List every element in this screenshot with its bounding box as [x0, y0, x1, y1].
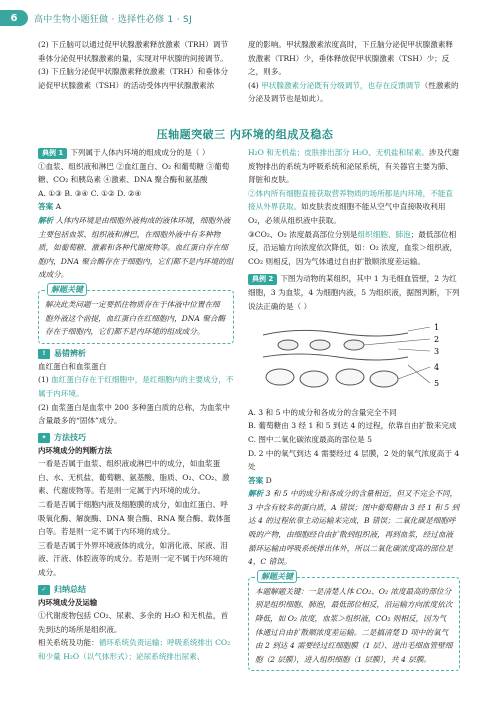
text: （性激素的分泌及调节也是如此）。 — [248, 80, 459, 104]
leader-line — [364, 339, 430, 345]
option-c: C. 图中二氧化碳浓度最高的部位是 5 — [248, 434, 372, 444]
label-2: 2 — [434, 335, 440, 345]
answer-value: A — [55, 202, 62, 212]
tissue-cell — [336, 369, 364, 385]
answer-label: 答案 — [248, 475, 264, 485]
paragraph: (2) 下丘脑可以通过促甲状腺激素释放激素（TRH）调节垂体分泌促甲状腺激素的量，实现对甲状腺的间接调节。 — [38, 40, 229, 63]
example-tag: 典例 1 — [38, 148, 67, 159]
left-main — [38, 146, 234, 664]
tissue-cell — [370, 371, 398, 387]
text: 涉及代谢废物排出的系统为呼吸系统和泌尿系统，有关器官主要为肺、肾脏和皮肤。 — [248, 148, 460, 185]
example-1-stem — [38, 146, 234, 160]
text: 相关系统及功能： — [38, 638, 99, 648]
answer-label: 答案 — [38, 202, 54, 212]
analysis-text: 人体内环境是由细胞外液构成的液体环境，细胞外液主要包括血浆、组织液和淋巴，在细胞外液中有多种物质，如葡萄糖、激素和各种代谢废物等。血红蛋白存在细胞内，DNA 聚合酶存在于细胞内，它们都不是内环境的组成成分。 — [38, 215, 234, 280]
analysis — [38, 214, 234, 282]
paragraph: ①代谢废物包括 CO₂、尿素、多余的 H₂O 和无机盐，首先到达的场所是组织液。 — [38, 611, 229, 634]
section-label: 归纳总结 — [54, 585, 86, 595]
label-5: 5 — [434, 379, 440, 389]
page-header — [0, 10, 200, 26]
paragraph: (2) 血浆蛋白是血浆中 200 多种蛋白质的总称，为血浆中含量最多的“固体”成分。 — [38, 402, 230, 426]
box-title: 解题关键 — [257, 570, 297, 583]
option-a: A. 3 和 5 中的成分和各成分的含量完全不同 — [248, 407, 397, 417]
example-1-choices: A. ①③ B. ③④ C. ①② D. ②④ — [38, 188, 142, 198]
subheading: 内环境成分的判断方法 — [38, 445, 112, 455]
paragraph: 度的影响。甲状腺激素浓度高时，下丘脑分泌促甲状腺激素释放激素（TRH）少，垂体释放促甲状腺激素（TSH）少；反之，则多。 — [248, 40, 454, 77]
box-text: 解决此类问题一定要抓住物质存在于体液中位置在细胞外液这个前提，血红蛋白在红细胞内，DNA 聚合酶存在于细胞内，它们都不是内环境的组成成分。 — [45, 299, 226, 337]
section-label: 易错辨析 — [54, 349, 86, 359]
analysis-label: 解析 — [38, 215, 54, 225]
key-point-box — [38, 284, 234, 344]
text: ③CO₂、O₂ 浓度最高部位分别是 — [248, 229, 358, 239]
book-title: 高中生物小题狂做 · 选择性必修 1 · SJ — [34, 14, 193, 25]
red-blood-cell — [278, 340, 298, 350]
example-tag: 典例 2 — [248, 274, 277, 285]
paragraph — [248, 187, 460, 228]
example-1-options: ①血浆、组织液和淋巴 ②血红蛋白、O₂ 和葡萄糖 ③葡萄糖、CO₂ 和胰岛素 ④激素、DNA 聚合酶和氨基酸 — [38, 161, 230, 185]
red-blood-cell — [344, 340, 364, 350]
analysis-text: 3 和 5 中的成分和各成分的含量相近，但又不完全不同，3 中含有较多的蛋白质，A 错误；图中葡萄糖由 3 经 1 和 5 到达 4 的过程依靠主动运输来完成，B 错误；二氧化碳是细胞呼吸的产物，由细胞经自由扩散到组织液，再到血浆，经过血液循环运输由呼吸系统排出体外，所以二氧化碳浓度高的部位是 4，C 错误。 — [248, 489, 460, 567]
highlight-text: H₂O 和无机盐；皮肤排出部分 H₂O、无机盐和尿素。 — [248, 148, 429, 157]
label-3: 3 — [434, 347, 440, 357]
leader-line — [408, 327, 430, 331]
text: ；最低部位相反，沿运输方向浓度依次降低，如：O₂ 浓度，血浆＞组织液，CO₂ 则相反，因为气体通过自由扩散顺浓度差运输。 — [248, 229, 458, 266]
highlight-text: 组织细胞、肺泡 — [357, 229, 411, 239]
paragraph — [248, 79, 460, 106]
key-point-box — [248, 571, 460, 672]
option-b: B. 葡萄糖由 3 经 1 和 5 到达 4 的过程，依靠自由扩散来完成 — [248, 421, 457, 431]
leader-line — [398, 349, 430, 351]
answer-line — [38, 200, 234, 214]
question-text: 下列属于人体内环境的组成成分的是（ ） — [70, 148, 210, 157]
right-main — [248, 146, 460, 675]
paragraph — [248, 228, 460, 269]
subheading: 血红蛋白和血浆蛋白 — [38, 361, 107, 371]
highlight-text: 血红蛋白存在于红细胞中，是红细胞内的主要成分，不属于内环境。 — [38, 375, 234, 398]
subheading: 内环境成分及运输 — [38, 597, 98, 607]
lightbulb-icon: ✦ — [38, 433, 50, 443]
red-blood-cell — [310, 340, 330, 350]
answer-value: D — [265, 475, 272, 485]
item-number: (4) — [248, 80, 262, 90]
text: 如皮肤表皮细胞不能从空气中直接吸收利用 O₂，必须从组织液中获取。 — [248, 202, 446, 225]
label-4: 4 — [434, 363, 440, 373]
method-item: 二看是否属于细胞内液及细胞膜的成分，如血红蛋白、呼吸氧化酶、解旋酶、DNA 聚合酶、RNA 聚合酶、载体蛋白等。若是则一定不属于内环境的成分。 — [38, 500, 231, 537]
method-item: 三看是否属于外界环境液体的成分，如消化液、尿液、泪液、汗液、体腔液等的成分。若是则一定不属于内环境的成分。 — [38, 540, 228, 578]
warning-icon: ! — [38, 349, 50, 359]
method-item: 一看是否属于血浆、组织液或淋巴中的成分，如血浆蛋白、水、无机盐、葡萄糖、氨基酸、脂质、O₂、CO₂、激素、代谢废物等。若是则一定属于内环境的成分。 — [38, 459, 230, 496]
tissue-cell — [266, 369, 294, 385]
highlight-text: ②体内所有细胞直接获取营养物质的场所都是内环境，不能直接从外界获取。 — [248, 188, 454, 212]
highlight-text: 甲状腺激素分泌既有分级调节，也存在反馈调节 — [261, 80, 421, 90]
tissue-cell — [300, 371, 328, 387]
section-label: 方法技巧 — [54, 433, 86, 443]
capillary-wall-bottom — [263, 354, 408, 360]
answer-line — [248, 474, 460, 488]
section-title: 压轴题突破三 内环境的组成及稳态 — [156, 128, 334, 141]
method-section-header — [38, 432, 234, 444]
paragraph — [38, 636, 234, 663]
paragraph — [248, 146, 460, 187]
analysis — [248, 487, 460, 569]
left-top-text — [38, 38, 234, 92]
paragraph: (3) 下丘脑分泌促甲状腺激素释放激素（TRH）和垂体分泌促甲状腺激素（TSH）的活动受体内甲状腺激素浓 — [38, 67, 229, 90]
right-top-text — [248, 38, 460, 106]
capillary-wall-top — [263, 331, 408, 337]
box-title: 解题关键 — [47, 283, 87, 296]
example-2-stem — [248, 272, 460, 313]
error-section-header — [38, 348, 234, 360]
item-number: (1) — [38, 375, 52, 385]
option-d: D. 2 中的氧气到达 4 需要经过 4 层膜，2 处的氧气浓度高于 4 处 — [248, 448, 460, 472]
highlight-text: 循环系统负责运输；呼吸系统排出 CO₂ 和少量 H₂O（以气体形式）；泌尿系统排出尿素、 — [38, 638, 231, 661]
leader-line — [398, 367, 430, 379]
summary-section-header — [38, 584, 234, 596]
paragraph — [38, 373, 234, 400]
page-number: 6 — [0, 10, 28, 26]
tissue-diagram — [258, 317, 448, 397]
box-text: 本题解题关键：一是清楚人体 CO₂、O₂ 浓度最高的部位分别是组织细胞、肺泡，最低部位相反，沿运输方向浓度依次降低，如 O₂ 浓度，血浆＞组织液，CO₂ 则相反，因为气体通过自由扩散顺浓度差运输。二是搞清楚 D 项中的氧气由 2 到达 4 需要经过红细胞膜（1 层）、进出毛细血管壁细胞（2 层膜），进入组织细胞（1 层膜），共 4 层膜。 — [255, 586, 453, 664]
question-text: 下图为动物的某组织，其中 1 为毛细血管壁，2 为红细胞，3 为血浆，4 为细胞内液，5 为组织液，据图判断，下列说法正确的是（ ） — [248, 274, 460, 311]
analysis-label: 解析 — [248, 489, 264, 499]
check-icon: ✓ — [38, 585, 50, 595]
label-1: 1 — [434, 323, 440, 333]
